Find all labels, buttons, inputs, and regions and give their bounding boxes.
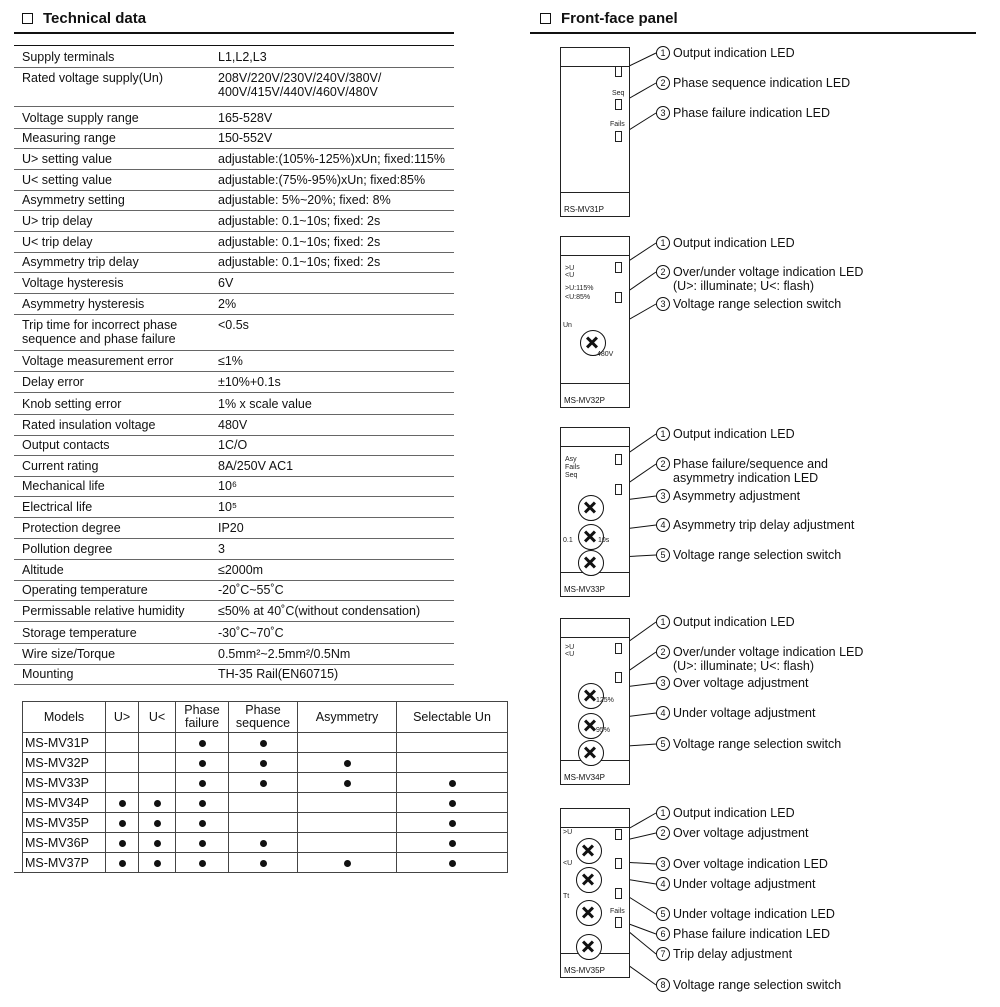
panel-small-label: <U:85% [565,294,591,301]
callout-label [656,877,815,891]
callout-label [656,615,795,629]
indicator-led [615,454,622,465]
callout-number-icon: 1 [656,236,670,250]
callout-text: Voltage range selection switch [673,297,842,311]
panel-divider [561,637,629,638]
panel-small-label: Tt [563,893,570,900]
callout-number-icon: 8 [656,978,670,992]
tech-row-label: Operating temperature [22,583,148,597]
tech-row-label: Voltage supply range [22,111,139,125]
tech-row-value: -30˚C~70˚C [218,626,284,640]
models-header-cell: Phase sequence [229,702,298,733]
panel-small-label: 10s [598,537,610,544]
indicator-led [615,829,622,840]
panel-small-label: 95% [596,727,611,734]
tech-row-label: Knob setting error [22,397,122,411]
tech-row-label: Permissable relative humidity [22,604,185,618]
tech-row-value: IP20 [218,521,244,535]
callout-label [656,46,795,60]
callout-number-icon: 3 [656,676,670,690]
callout-text: Output indication LED [673,236,795,250]
tech-row-label: Measuring range [22,131,116,145]
callout-text: Under voltage adjustment [673,706,816,720]
panel-small-label: Fails [610,908,625,915]
adjustment-knob [576,867,602,893]
panel-small-label: 480V [597,351,614,358]
tech-row-value: TH-35 Rail(EN60715) [218,667,339,681]
callout-text: Phase sequence indication LED [673,76,851,90]
callout-label [656,676,809,690]
tech-row-label: Protection degree [22,521,121,535]
callout-label [656,927,830,941]
tech-row-label: Mounting [22,667,74,681]
tech-row-value: L1,L2,L3 [218,50,267,64]
tech-title-text: Technical data [43,10,147,27]
callout-number-icon: 3 [656,489,670,503]
callout-label [656,457,828,485]
panel-small-label: <U [565,272,575,279]
panel-small-label: <U [563,860,573,867]
tech-row-label: Output contacts [22,438,110,452]
panel-divider [561,255,629,256]
adjustment-knob [578,740,604,766]
callout-text: Over/under voltage indication LED (U>: illuminate; U<: flash) [673,645,864,673]
callout-text: Output indication LED [673,427,795,441]
callout-number-icon: 3 [656,297,670,311]
tech-row-value: -20˚C~55˚C [218,583,284,597]
tech-row-value: 0.5mm²~2.5mm²/0.5Nm [218,647,351,661]
panel-model-label: MS-MV34P [564,773,605,782]
tech-row-value: adjustable:(105%-125%)xUn; fixed:115% [218,152,445,166]
panel-model-label: MS-MV33P [564,585,605,594]
indicator-led [615,292,622,303]
callout-label [656,947,792,961]
tech-row-value: 1% x scale value [218,397,312,411]
callout-text: Over/under voltage indication LED (U>: illuminate; U<: flash) [673,265,864,293]
panel-model-label: MS-MV32P [564,396,605,405]
tech-row-value: 3 [218,542,225,556]
panel-small-label: 125% [596,697,614,704]
panel-divider [561,192,629,193]
callout-label [656,489,800,503]
tech-row-value: adjustable: 0.1~10s; fixed: 2s [218,214,381,228]
indicator-led [615,262,622,273]
callout-label [656,737,841,751]
tech-row-label: Rated voltage supply(Un) [22,71,164,85]
callout-label [656,236,795,250]
callout-number-icon: 2 [656,645,670,659]
tech-row-label: Voltage measurement error [22,354,174,368]
callout-number-icon: 2 [656,457,670,471]
tech-row-label: Electrical life [22,500,93,514]
adjustment-knob [578,495,604,521]
panel-small-label: <U [565,651,575,658]
model-name: MS-MV37P [23,853,106,873]
callout-label [656,297,841,311]
callout-label [656,427,795,441]
panel-divider [561,446,629,447]
tech-row-label: Supply terminals [22,50,115,64]
tech-row-value: 10⁵ [218,500,238,514]
callout-number-icon: 2 [656,76,670,90]
tech-row-label: Altitude [22,563,64,577]
callout-number-icon: 7 [656,947,670,961]
model-name: MS-MV32P [23,753,106,773]
tech-row-label: U> trip delay [22,214,93,228]
tech-row-value: 6V [218,276,234,290]
callout-label [656,518,854,532]
panel-divider [561,827,629,828]
callout-number-icon: 4 [656,706,670,720]
callout-number-icon: 1 [656,615,670,629]
tech-row-label: Current rating [22,459,99,473]
tech-row-value: 10⁶ [218,479,238,493]
panel-small-label: >U [565,265,575,272]
tech-row-label: Trip time for incorrect phase sequence and phase failure [22,318,178,346]
adjustment-knob [576,900,602,926]
models-header-cell: Selectable Un [397,702,508,733]
adjustment-knob [576,838,602,864]
callout-label [656,907,835,921]
callout-number-icon: 2 [656,265,670,279]
models-header-cell: U> [106,702,139,733]
callout-number-icon: 5 [656,548,670,562]
tech-row-value: ≤50% at 40˚C(without condensation) [218,604,421,618]
tech-row-label: Asymmetry hysteresis [22,297,145,311]
panel-small-label: Fails [610,121,625,128]
panel-small-label: Un [563,322,572,329]
tech-row-label: Wire size/Torque [22,647,116,661]
indicator-led [615,484,622,495]
callout-text: Phase failure indication LED [673,106,831,120]
callout-number-icon: 6 [656,927,670,941]
models-header-cell: Models [23,702,106,733]
model-name: MS-MV31P [23,733,106,753]
indicator-led [615,917,622,928]
callout-text: Asymmetry adjustment [673,489,801,503]
tech-row-value: 165-528V [218,111,273,125]
tech-row-value: adjustable: 5%~20%; fixed: 8% [218,193,391,207]
callout-number-icon: 4 [656,518,670,532]
models-header-cell: U< [139,702,176,733]
tech-row-value: adjustable:(75%-95%)xUn; fixed:85% [218,173,426,187]
callout-text: Phase failure indication LED [673,927,831,941]
panel-small-label: Asy [565,456,577,463]
tech-row-label: Asymmetry trip delay [22,255,139,269]
indicator-led [615,99,622,110]
callout-text: Output indication LED [673,46,795,60]
callout-text: Phase failure/sequence and asymmetry indication LED [673,457,828,485]
tech-row-value: <0.5s [218,318,249,332]
callout-number-icon: 5 [656,737,670,751]
tech-row-value: 150-552V [218,131,273,145]
callout-number-icon: 1 [656,806,670,820]
tech-row-value: adjustable: 0.1~10s; fixed: 2s [218,235,381,249]
callout-text: Voltage range selection switch [673,737,842,751]
tech-row-label: Storage temperature [22,626,137,640]
tech-row-value: adjustable: 0.1~10s; fixed: 2s [218,255,381,269]
callout-label [656,265,863,293]
indicator-led [615,858,622,869]
model-name: MS-MV35P [23,813,106,833]
model-name: MS-MV36P [23,833,106,853]
callout-label [656,76,850,90]
tech-row-value: 8A/250V AC1 [218,459,294,473]
panel-small-label: 0.1 [563,537,573,544]
callout-label [656,706,815,720]
tech-row-value: 2% [218,297,237,311]
tech-row-value: 208V/220V/230V/240V/380V/ 400V/415V/440V/460V/480V [218,71,382,99]
callout-text: Output indication LED [673,615,795,629]
callout-text: Output indication LED [673,806,795,820]
callout-label [656,806,795,820]
callout-text: Under voltage adjustment [673,877,816,891]
models-header-cell: Phase failure [176,702,229,733]
tech-row-label: Rated insulation voltage [22,418,156,432]
callout-label [656,106,830,120]
tech-row-label: Mechanical life [22,479,105,493]
model-name: MS-MV34P [23,793,106,813]
panel-model-label: MS-MV35P [564,966,605,975]
callout-number-icon: 3 [656,857,670,871]
callout-label [656,645,863,673]
panel-small-label: Seq [565,472,578,479]
tech-row-label: U< trip delay [22,235,93,249]
panel-small-label: >U:115% [565,285,594,292]
tech-row-label: Delay error [22,375,84,389]
callout-number-icon: 1 [656,46,670,60]
adjustment-knob [578,713,604,739]
tech-row-label: Voltage hysteresis [22,276,124,290]
tech-row-label: U< setting value [22,173,112,187]
callout-label [656,857,828,871]
models-header-cell: Asymmetry [298,702,397,733]
callout-text: Voltage range selection switch [673,548,842,562]
adjustment-knob [576,934,602,960]
panel-small-label: >U [565,644,575,651]
callout-number-icon: 3 [656,106,670,120]
indicator-led [615,888,622,899]
callout-label [656,826,809,840]
callout-number-icon: 2 [656,826,670,840]
callout-text: Over voltage adjustment [673,826,809,840]
callout-label [656,978,841,992]
tech-row-label: Asymmetry setting [22,193,125,207]
tech-row-value: ≤1% [218,354,243,368]
panel-small-label: Seq [612,90,625,97]
panel-small-label: Fails [565,464,580,471]
indicator-led [615,66,622,77]
indicator-led [615,643,622,654]
tech-row-value: ≤2000m [218,563,264,577]
panel-divider [561,383,629,384]
indicator-led [615,672,622,683]
callout-label [656,548,841,562]
callout-text: Trip delay adjustment [673,947,793,961]
callout-number-icon: 1 [656,427,670,441]
tech-row-label: Pollution degree [22,542,113,556]
callout-text: Voltage range selection switch [673,978,842,992]
adjustment-knob [578,550,604,576]
panel-small-label: >U [563,829,573,836]
indicator-led [615,131,622,142]
callout-text: Over voltage adjustment [673,676,809,690]
callout-text: Over voltage indication LED [673,857,828,871]
tech-row-value: 1C/O [218,438,248,452]
callout-number-icon: 5 [656,907,670,921]
tech-row-value: 480V [218,418,248,432]
callout-text: Asymmetry trip delay adjustment [673,518,855,532]
callout-number-icon: 4 [656,877,670,891]
panel-model-label: RS-MV31P [564,205,605,214]
callout-text: Under voltage indication LED [673,907,835,921]
tech-row-label: U> setting value [22,152,112,166]
tech-row-value: ±10%+0.1s [218,375,281,389]
adjustment-knob [578,683,604,709]
model-name: MS-MV33P [23,773,106,793]
front-title-text: Front-face panel [561,10,678,27]
